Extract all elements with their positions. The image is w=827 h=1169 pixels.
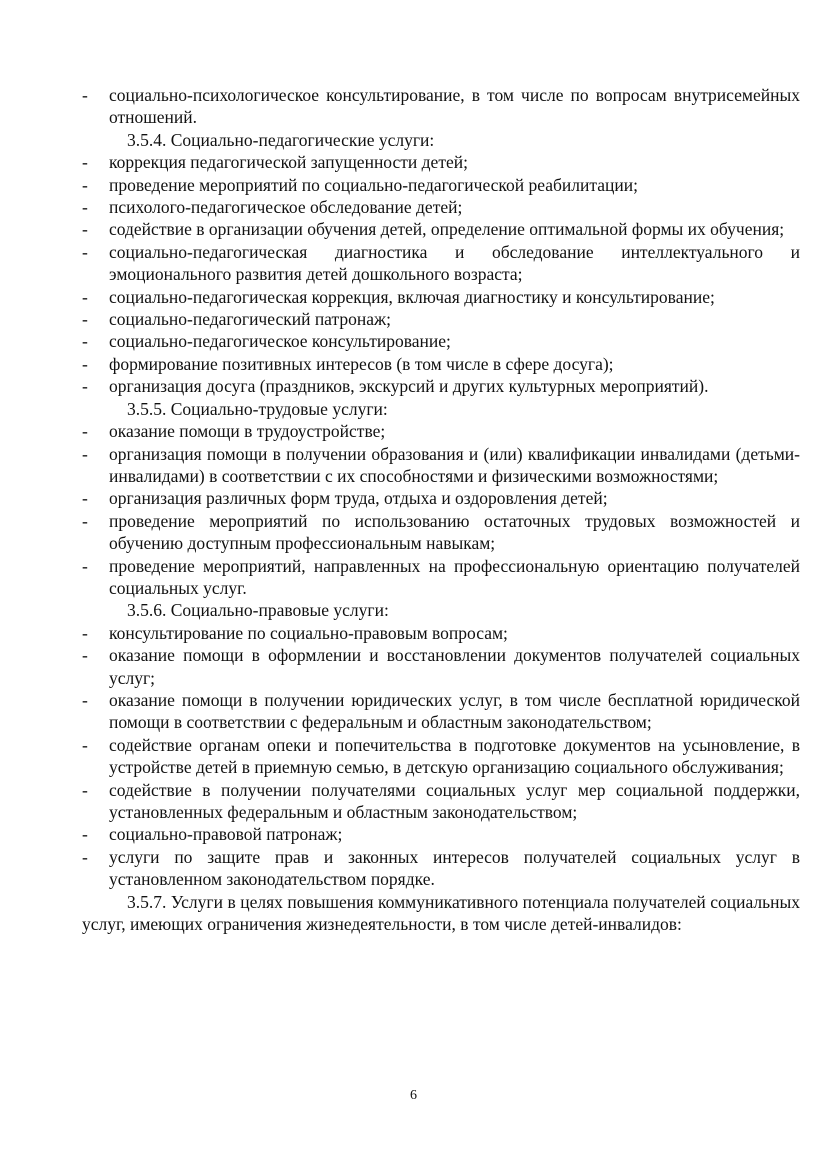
section-heading: 3.5.4. Социально-педагогические услуги:	[127, 129, 435, 150]
list-item-text: проведение мероприятий по использованию остаточных трудовых возможностей и обучению доступным профессиональным навыкам;	[109, 510, 800, 554]
list-bullet-dash: -	[82, 846, 88, 867]
list-item-text: оказание помощи в трудоустройстве;	[109, 421, 386, 442]
final-paragraph: 3.5.7. Услуги в целях повышения коммуникативного потенциала получателей социальных услуг, имеющих ограничения жизнедеятельности, в том числе детей-инвалидов:	[82, 891, 800, 935]
list-item	[82, 823, 800, 845]
list-item	[82, 286, 800, 308]
list-item-text: содействие в получении получателями социальных услуг мер социальной поддержки, установленных федеральным и областным законодательством;	[109, 779, 800, 822]
list-bullet-dash: -	[82, 219, 88, 240]
list-bullet-dash: -	[82, 645, 88, 666]
list-item-text: формирование позитивных интересов (в том числе в сфере досуга);	[109, 353, 614, 374]
list-item-text: социально-педагогическая коррекция, включая диагностику и консультирование;	[109, 286, 715, 307]
list-bullet-dash: -	[82, 152, 88, 173]
list-item	[82, 487, 800, 509]
list-item-text: психолого-педагогическое обследование детей;	[109, 197, 463, 218]
list-item	[82, 174, 800, 196]
list-item	[82, 734, 800, 779]
list-item-text: организация помощи в получении образования и (или) квалификации инвалидами (детьми-инвалидами) в соответствии с их способностями и физическими возможностями;	[109, 443, 800, 486]
list-item-text: содействие органам опеки и попечительства в подготовке документов на усыновление, в устройстве детей в приемную семью, в детскую организацию социального обслуживания;	[109, 734, 800, 778]
list-bullet-dash: -	[82, 421, 88, 442]
list-item	[82, 846, 800, 891]
list-bullet-dash: -	[82, 331, 88, 352]
list-bullet-dash: -	[82, 241, 88, 262]
list-item-text: проведение мероприятий, направленных на профессиональную ориентацию получателей социальных услуг.	[109, 555, 800, 598]
list-bullet-dash: -	[82, 443, 88, 464]
list-item-text: оказание помощи в оформлении и восстановлении документов получателей социальных услуг;	[109, 645, 800, 688]
list-bullet-dash: -	[82, 197, 88, 218]
list-bullet-dash: -	[82, 555, 88, 576]
list-item-text: проведение мероприятий по социально-педагогической реабилитации;	[109, 174, 638, 195]
list-item-text: консультирование по социально-правовым вопросам;	[109, 622, 508, 643]
list-bullet-dash: -	[82, 85, 88, 105]
list-item	[82, 196, 800, 218]
list-item	[82, 420, 800, 442]
list-item	[82, 151, 800, 173]
list-bullet-dash: -	[82, 779, 88, 800]
list-item	[82, 375, 800, 397]
list-bullet-dash: -	[82, 353, 88, 374]
list-item	[82, 644, 800, 689]
list-bullet-dash: -	[82, 376, 88, 397]
list-bullet-dash: -	[82, 510, 88, 531]
list-item-text: социально-педагогический патронаж;	[109, 309, 391, 330]
list-item	[82, 555, 800, 600]
list-item-text: содействие в организации обучения детей, определение оптимальной формы их обучения;	[109, 219, 785, 240]
document-body	[82, 84, 800, 935]
page-number: 6	[410, 1088, 417, 1103]
list-item-text: организация досуга (праздников, экскурсий и других культурных мероприятий).	[109, 376, 709, 397]
list-item-text: социально-правовой патронаж;	[109, 824, 343, 845]
list-item-text: оказание помощи в получении юридических услуг, в том числе бесплатной юридической помощи в соответствии с федеральным и областным законодательством;	[109, 689, 800, 733]
list-item	[82, 241, 800, 286]
list-bullet-dash: -	[82, 689, 88, 710]
list-item	[82, 779, 800, 824]
list-item	[82, 308, 800, 330]
list-item-text: социально-педагогическая диагностика и обследование интеллектуального и эмоционального развития детей дошкольного возраста;	[109, 241, 800, 285]
list-item-text: социально-педагогическое консультирование;	[109, 331, 451, 352]
list-item-text: организация различных форм труда, отдыха и оздоровления детей;	[109, 488, 608, 509]
list-bullet-dash: -	[82, 488, 88, 509]
list-bullet-dash: -	[82, 174, 88, 195]
list-bullet-dash: -	[82, 622, 88, 643]
list-item	[82, 622, 800, 644]
list-item	[82, 353, 800, 375]
list-item-text: услуги по защите прав и законных интересов получателей социальных услуг в установленном законодательством порядке.	[109, 846, 800, 890]
list-bullet-dash: -	[82, 286, 88, 307]
list-item	[82, 510, 800, 555]
list-item	[82, 218, 800, 240]
section-heading: 3.5.5. Социально-трудовые услуги:	[127, 398, 388, 419]
list-item	[82, 330, 800, 352]
list-item	[82, 84, 800, 129]
list-item	[82, 689, 800, 734]
list-item	[82, 443, 800, 488]
list-bullet-dash: -	[82, 824, 88, 845]
list-item-text: коррекция педагогической запущенности детей;	[109, 152, 468, 173]
list-item-text: социально-психологическое консультирование, в том числе по вопросам внутрисемейных отношений.	[109, 85, 800, 128]
section-heading: 3.5.6. Социально-правовые услуги:	[127, 600, 389, 621]
list-bullet-dash: -	[82, 734, 88, 755]
list-bullet-dash: -	[82, 309, 88, 330]
